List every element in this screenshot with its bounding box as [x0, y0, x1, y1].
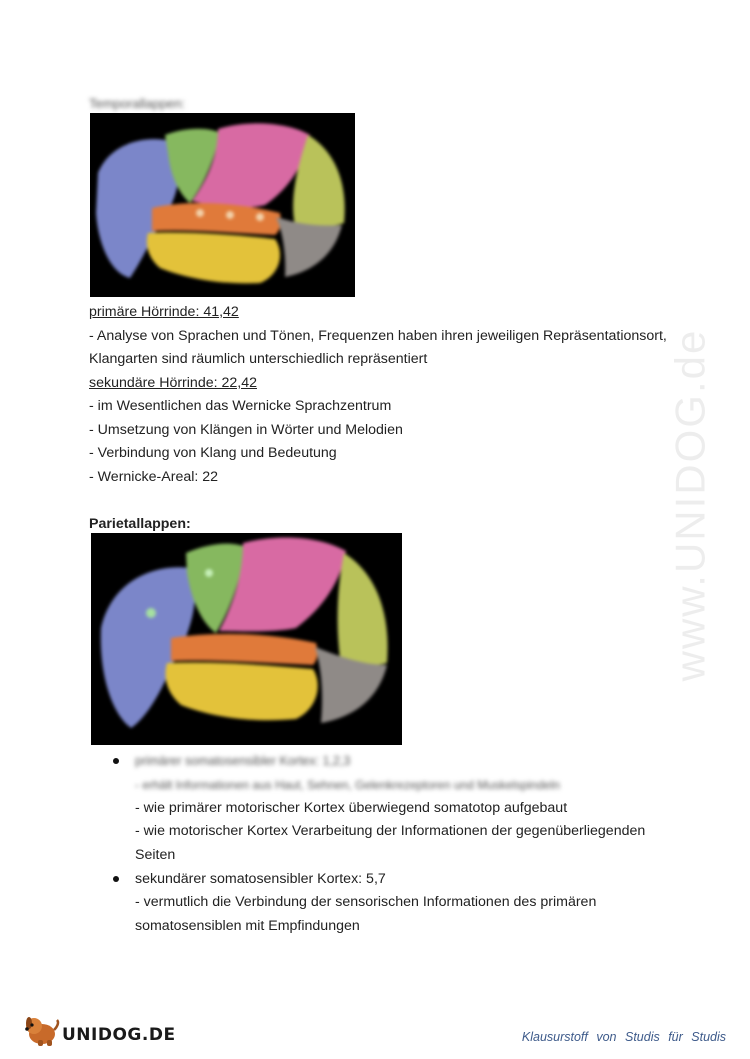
brain-illustration — [90, 113, 355, 297]
list-item: somatosensiblen mit Empfindungen — [135, 918, 360, 934]
list-item: - vermutlich die Verbindung der sensorischen Informationen des primären — [135, 894, 597, 910]
list-item: Seiten — [135, 847, 176, 863]
primary-auditory-title: primäre Hörrinde: 41,42 — [89, 304, 239, 320]
watermark — [640, 270, 740, 740]
list-item: - Verbindung von Klang und Bedeutung — [89, 445, 337, 461]
logo-text: UNIDOG.DE — [62, 1025, 176, 1045]
brain-illustration — [91, 533, 402, 745]
parietal-heading: Parietallappen: — [89, 516, 191, 532]
list-item: - wie motorischer Kortex Verarbeitung der Informationen der gegenüberliegenden — [135, 823, 646, 839]
primary-auditory-desc-1: - Analyse von Sprachen und Tönen, Frequenzen haben ihren jeweiligen Repräsentationsort, — [89, 328, 667, 344]
secondary-somatosensory-title: sekundärer somatosensibler Kortex: 5,7 — [135, 871, 386, 887]
bullet-dot — [113, 758, 119, 764]
brain-diagram-temporal — [90, 113, 355, 297]
list-item: - erhält Informationen aus Haut, Sehnen, Gelenkrezeptoren und Muskelspindeln — [135, 778, 560, 792]
brain-diagram-parietal — [91, 533, 402, 745]
secondary-auditory-title: sekundäre Hörrinde: 22,42 — [89, 375, 257, 391]
bullet-dot — [113, 876, 119, 882]
primary-auditory-desc-2: Klangarten sind räumlich unterschiedlich repräsentiert — [89, 351, 428, 367]
list-item: - im Wesentlichen das Wernicke Sprachzentrum — [89, 398, 392, 414]
primary-somatosensory-title: primärer somatosensibler Kortex: 1,2,3 — [135, 754, 351, 768]
list-item: - Wernicke-Areal: 22 — [89, 469, 219, 485]
temporal-heading: Temporallappen: — [89, 96, 186, 111]
footer-tagline: Klausurstoff von Studis für Studis — [521, 1030, 726, 1044]
unidog-logo[interactable] — [22, 1012, 176, 1048]
list-item: - wie primärer motorischer Kortex überwiegend somatotop aufgebaut — [135, 800, 568, 816]
dog-mascot-icon — [22, 1012, 60, 1048]
watermark-text: www.UNIDOG.de — [666, 328, 714, 682]
list-item: - Umsetzung von Klängen in Wörter und Melodien — [89, 422, 403, 438]
